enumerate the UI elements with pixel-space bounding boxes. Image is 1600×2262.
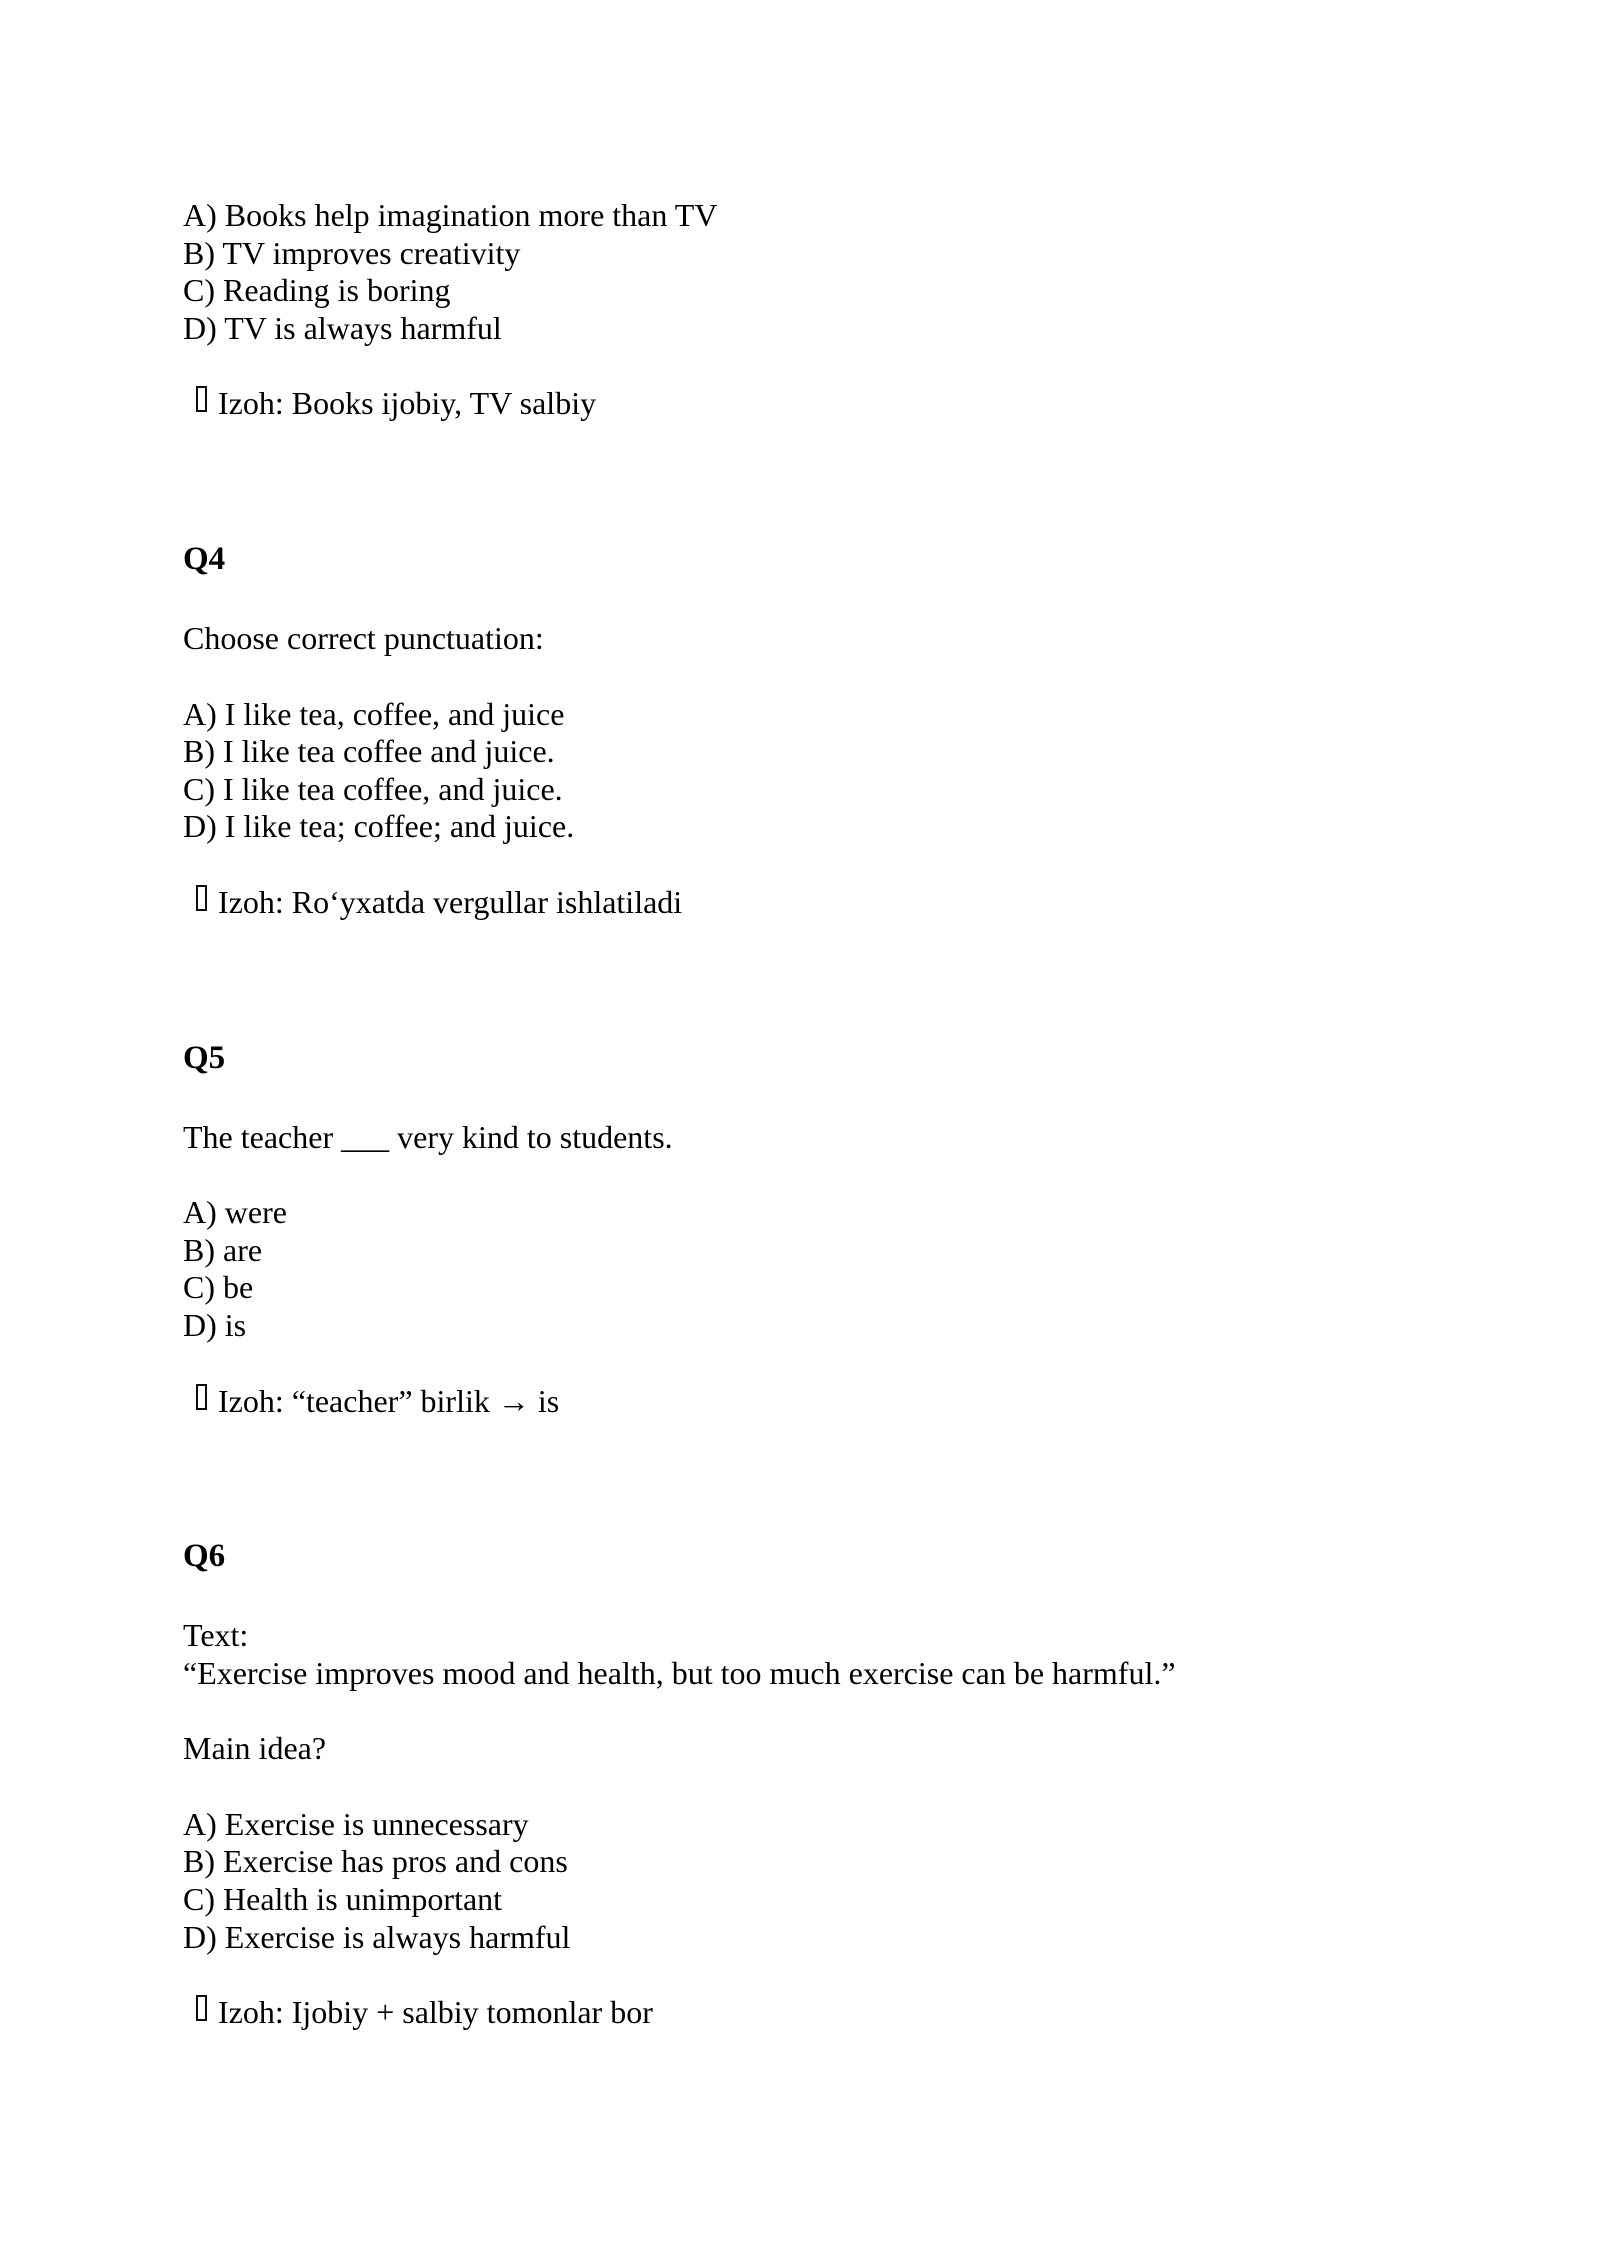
q4-option-d: D) I like tea; coffee; and juice. [183, 808, 575, 845]
q4-prompt: Choose correct punctuation: [183, 619, 544, 656]
q4-option-a: A) I like tea, coffee, and juice [183, 695, 565, 732]
q5-note [183, 1383, 1460, 1421]
q4-note [183, 884, 1460, 922]
missing-glyph-icon [196, 1384, 207, 1410]
q3-option-c: C) Reading is boring [183, 272, 451, 309]
q6-text-block [183, 1617, 1460, 1692]
q6-heading: Q6 [183, 1538, 226, 1575]
q4-note-text: Izoh: Roʻyxatda vergullar ishlatiladi [218, 883, 683, 920]
q3-option-a: A) Books help imagination more than TV [183, 197, 718, 233]
q3-option-b: B) TV improves creativity [183, 234, 521, 271]
q6-note [183, 1994, 1460, 2032]
q5-option-d: D) is [183, 1306, 247, 1343]
missing-glyph-icon [196, 885, 207, 911]
q6-text-quote: “Exercise improves mood and health, but too much exercise can be harmful.” [183, 1654, 1176, 1691]
q5-options-block [183, 1194, 1460, 1344]
q6-option-a: A) Exercise is unnecessary [183, 1805, 529, 1842]
q5-option-c: C) be [183, 1269, 254, 1306]
q3-note [183, 385, 1460, 423]
q6-option-d: D) Exercise is always harmful [183, 1918, 571, 1955]
q6-note-text: Izoh: Ijobiy + salbiy tomonlar bor [218, 1994, 653, 2031]
q3-options-block [183, 197, 1460, 347]
missing-glyph-icon [196, 386, 207, 412]
q5-note-text: Izoh: “teacher” birlik → is [218, 1382, 560, 1419]
q5-heading: Q5 [183, 1039, 226, 1076]
q5-option-b: B) are [183, 1231, 263, 1268]
missing-glyph-icon [196, 1995, 207, 2021]
q6-options-block [183, 1806, 1460, 1956]
q6-option-c: C) Health is unimportant [183, 1881, 503, 1918]
q3-note-text: Izoh: Books ijobiy, TV salbiy [218, 385, 597, 422]
q6-prompt: Main idea? [183, 1730, 327, 1767]
q4-options-block [183, 696, 1460, 846]
q6-option-b: B) Exercise has pros and cons [183, 1843, 568, 1880]
q4-option-b: B) I like tea coffee and juice. [183, 733, 555, 770]
q5-option-a: A) were [183, 1194, 287, 1231]
q6-text-label: Text: [183, 1617, 249, 1654]
q3-option-d: D) TV is always harmful [183, 309, 502, 346]
q5-prompt: The teacher ___ very kind to students. [183, 1118, 673, 1155]
q4-option-c: C) I like tea coffee, and juice. [183, 770, 563, 807]
q4-heading: Q4 [183, 540, 226, 577]
